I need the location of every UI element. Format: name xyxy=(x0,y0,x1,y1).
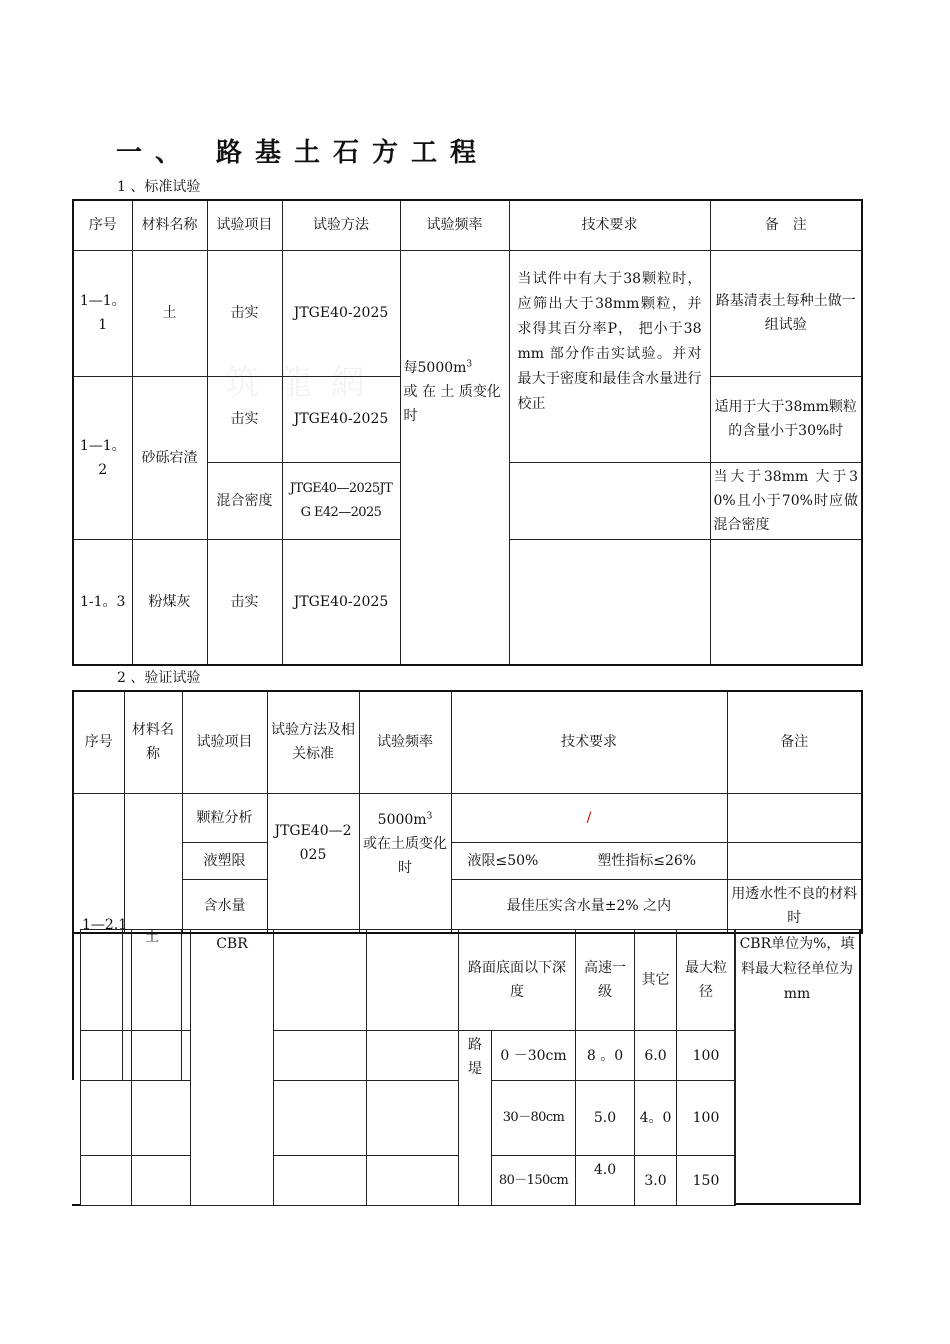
cell-highway: 8 。0 xyxy=(576,1031,635,1081)
cell-empty xyxy=(367,1031,459,1081)
cell-empty xyxy=(132,1156,191,1206)
cell-other: 4。0 xyxy=(635,1081,677,1156)
header-material: 材料名称 xyxy=(124,691,182,793)
freq-sup: 3 xyxy=(426,810,433,821)
standard-test-table xyxy=(72,199,863,666)
table-row xyxy=(73,793,862,842)
cbr-header-other: 其它 xyxy=(635,930,677,1031)
cell-note: 适用于大于38mm颗粒的含量小于30%时 xyxy=(710,376,862,462)
freq-tail: 或在土质变化时 xyxy=(363,835,447,876)
cell-method: JTGE40-2025 xyxy=(282,539,400,665)
cell-max: 100 xyxy=(677,1031,736,1081)
cell-highway: 5.0 xyxy=(576,1081,635,1156)
freq-text: 每5000m xyxy=(403,359,467,376)
header-frequency: 试验频率 xyxy=(359,691,451,793)
cell-empty xyxy=(274,930,367,1031)
cell-depth: 0 －30cm xyxy=(492,1031,576,1081)
page-title: 一、 路基土石方工程 xyxy=(116,138,490,168)
cell-method: JTGE40—2025JTG E42—2025 xyxy=(282,462,400,539)
cell-depth: 80－150cm xyxy=(492,1156,576,1206)
table-row xyxy=(73,879,862,933)
cell-depth: 30－80cm xyxy=(492,1081,576,1156)
cell-item: 液塑限 xyxy=(182,842,267,879)
cell-other: 3.0 xyxy=(635,1156,677,1206)
cell-material: 粉煤灰 xyxy=(132,539,207,665)
cell-seq: 1-1。3 xyxy=(73,539,132,665)
cell-empty xyxy=(274,1081,367,1156)
cbr-header-max: 最大粒径 xyxy=(677,930,736,1031)
cell-frequency xyxy=(359,793,451,933)
section-heading-verify: 2 、验证试验 xyxy=(117,670,201,686)
table-row xyxy=(81,1031,736,1081)
freq-text: 5000m xyxy=(377,811,427,828)
cell-note-empty xyxy=(727,842,862,879)
table-bottom-border xyxy=(72,1204,81,1206)
header-tech: 技术要求 xyxy=(451,691,727,793)
cell-item: 颗粒分析 xyxy=(182,793,267,842)
cell-seq-empty xyxy=(81,930,132,1031)
cbr-header-highway: 高速一级 xyxy=(576,930,635,1031)
plastic-index: 塑性指标≤26% xyxy=(597,852,697,869)
cell-empty xyxy=(81,1031,132,1081)
cell-max: 100 xyxy=(677,1081,736,1156)
cell-method: JTGE40—2025 xyxy=(267,793,359,933)
cell-material: 砂砾宕渣 xyxy=(132,376,207,539)
cell-cbr: CBR xyxy=(191,930,274,1206)
cell-plastic xyxy=(451,842,727,879)
cell-max: 150 xyxy=(677,1156,736,1206)
cell-tech-empty xyxy=(509,462,710,539)
cell-other: 6.0 xyxy=(635,1031,677,1081)
header-item: 试验项目 xyxy=(182,691,267,793)
header-material: 材料名称 xyxy=(132,200,207,250)
header-seq: 序号 xyxy=(73,200,132,250)
cell-moisture: 最佳压实含水量±2% 之内 xyxy=(451,879,727,933)
cell-seq: 1—1。2 xyxy=(73,376,132,539)
header-method: 试验方法 xyxy=(282,200,400,250)
cell-tech-empty xyxy=(509,539,710,665)
cell-item: 击实 xyxy=(207,250,282,376)
freq-tail: 或 在 土 质变化时 xyxy=(403,383,501,424)
cell-empty xyxy=(132,1081,191,1156)
header-method: 试验方法及相关标准 xyxy=(267,691,359,793)
header-note: 备 注 xyxy=(710,200,862,250)
cell-note-empty xyxy=(727,793,862,842)
cell-slash: / xyxy=(451,793,727,842)
cell-empty xyxy=(81,1081,132,1156)
cell-highway: 4.0 xyxy=(576,1156,635,1206)
cell-empty xyxy=(367,930,459,1031)
header-note: 备注 xyxy=(727,691,862,793)
header-frequency: 试验频率 xyxy=(400,200,509,250)
divider xyxy=(181,929,182,1080)
section-heading-standard: 1 、标准试验 xyxy=(117,179,201,195)
cell-seq-empty xyxy=(73,793,124,933)
table-row xyxy=(73,842,862,879)
plastic-limit: 液限≤50% xyxy=(467,852,539,869)
cbr-header-depth: 路面底面以下深度 xyxy=(459,930,576,1031)
cell-embankment: 路堤 xyxy=(459,1031,492,1206)
table-left-border xyxy=(72,929,74,1080)
cell-item: 击实 xyxy=(207,539,282,665)
cbr-material: 土 xyxy=(145,929,159,945)
cell-note-empty xyxy=(710,539,862,665)
cell-note: 用透水性不良的材料时 xyxy=(727,879,862,933)
cell-frequency xyxy=(400,250,509,665)
cell-empty xyxy=(367,1081,459,1156)
table-header-row xyxy=(73,691,862,793)
cbr-note: CBR单位为%，填料最大粒径单位为mm xyxy=(734,929,861,1205)
cell-note: 当大于38mm 大于30%且小于70%时应做混合密度 xyxy=(710,462,862,539)
watermark: 筑 龍 網 xyxy=(225,363,369,403)
header-item: 试验项目 xyxy=(207,200,282,250)
divider xyxy=(122,929,123,1080)
table-row xyxy=(81,1156,736,1206)
cell-item: 含水量 xyxy=(182,879,267,933)
cell-empty xyxy=(81,1156,132,1206)
cell-seq: 1—1。1 xyxy=(73,250,132,376)
cell-item: 击实 xyxy=(207,376,282,462)
table-header-row xyxy=(73,200,862,250)
cell-empty xyxy=(274,1156,367,1206)
cell-empty xyxy=(367,1156,459,1206)
cell-material: 土 xyxy=(132,250,207,376)
cell-note: 路基清表土每种土做一组试验 xyxy=(710,250,862,376)
cell-method: JTGE40-2025 xyxy=(282,250,400,376)
cell-material-empty xyxy=(124,793,182,933)
table-row xyxy=(81,1081,736,1156)
cbr-table xyxy=(80,929,736,1206)
cell-method: JTGE40-2025 xyxy=(282,376,400,462)
header-seq: 序号 xyxy=(73,691,124,793)
cbr-seq: 1—2.1 xyxy=(82,917,128,933)
cell-item: 混合密度 xyxy=(207,462,282,539)
table-row xyxy=(73,250,862,376)
cell-empty xyxy=(274,1031,367,1081)
header-tech: 技术要求 xyxy=(509,200,710,250)
cell-tech: 当试件中有大于38颗粒时，应筛出大于38mm颗粒，并求得其百分率P， 把小于38mm 部分作击实试验。并对最大于密度和最佳含水量进行校正 xyxy=(509,250,710,462)
table-row xyxy=(81,930,736,1031)
verification-test-table xyxy=(72,690,863,934)
freq-sup: 3 xyxy=(466,358,473,369)
